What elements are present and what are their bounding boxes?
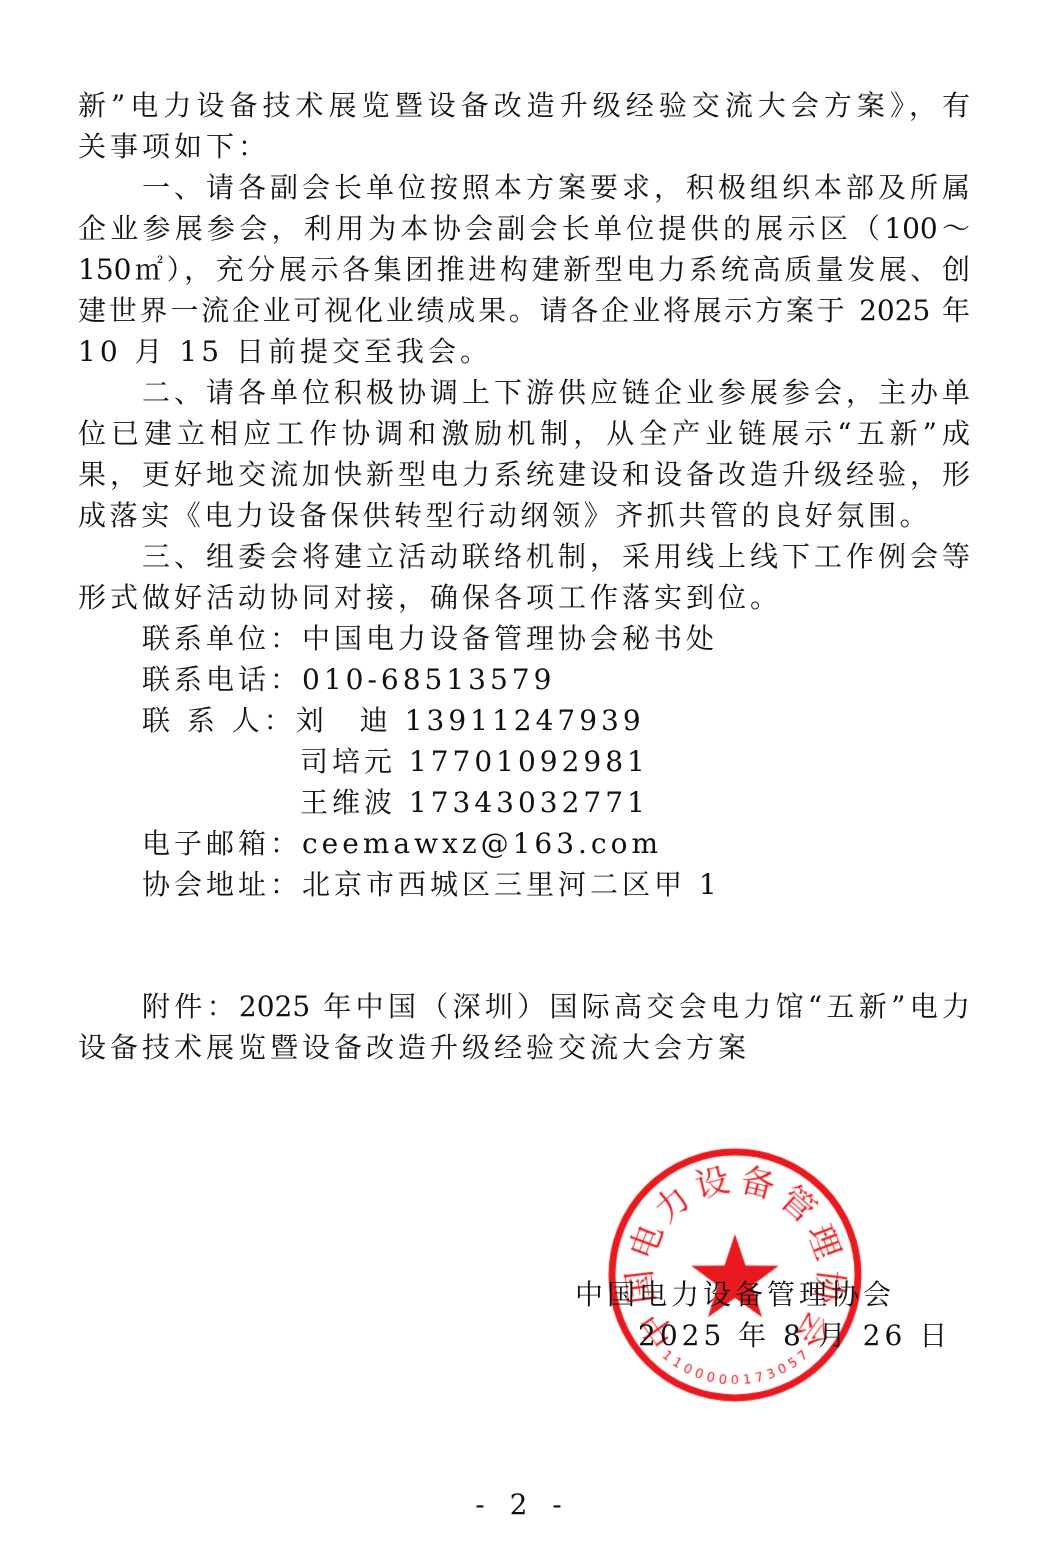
body-line: 新”电力设备技术展览暨设备改造升级经验交流大会方案》，有 [78,89,970,122]
body-line: 企业参展参会，利用为本协会副会长单位提供的展示区（100～ [78,212,970,245]
body-line: 10 月 15 日前提交至我会。 [78,335,492,368]
body-line: 150㎡），充分展示各集团推进构建新型电力系统高质量发展、创 [78,253,970,286]
body-line: 果，更好地交流加快新型电力系统建设和设备改造升级经验，形 [78,458,970,491]
contact-phone: 联系电话：010-68513579 [142,663,556,696]
page-number: - 2 - [475,1488,570,1521]
paragraph-1: 一、请各副会长单位按照本方案要求，积极组织本部及所属 [142,171,970,204]
body-line: 成落实《电力设备保供转型行动纲领》齐抓共管的良好氛围。 [78,499,932,532]
paragraph-2: 二、请各单位积极协调上下游供应链企业参展参会，主办单 [142,376,970,409]
signature-date: 2025 年 8 月 26 日 [638,1319,952,1352]
contact-person: 司培元 17701092981 [300,745,649,778]
contact-person: 联 系 人：刘 迪 13911247939 [142,704,645,737]
body-line: 关事项如下： [78,130,271,163]
body-line: 建世界一流企业可视化业绩成果。请各企业将展示方案于 2025 年 [78,294,970,327]
contact-address: 协会地址：北京市西城区三里河二区甲 1 [142,868,721,901]
contact-person: 王维波 17343032771 [300,786,649,819]
attachment-line: 设备技术展览暨设备改造升级经验交流大会方案 [78,1031,751,1064]
body-line: 形式做好活动协同对接，确保各项工作落实到位。 [78,581,783,614]
attachment-line: 附件：2025 年中国（深圳）国际高交会电力馆“五新”电力 [142,990,970,1023]
signature-org: 中国电力设备管理协会 [575,1278,896,1311]
body-line: 位已建立相应工作协调和激励机制，从全产业链展示“五新”成 [78,417,970,450]
paragraph-3: 三、组委会将建立活动联络机制，采用线上线下工作例会等 [142,540,970,573]
contact-email[interactable]: 电子邮箱：ceemawxz@163.com [142,827,663,860]
contact-unit: 联系单位：中国电力设备管理协会秘书处 [142,622,719,655]
